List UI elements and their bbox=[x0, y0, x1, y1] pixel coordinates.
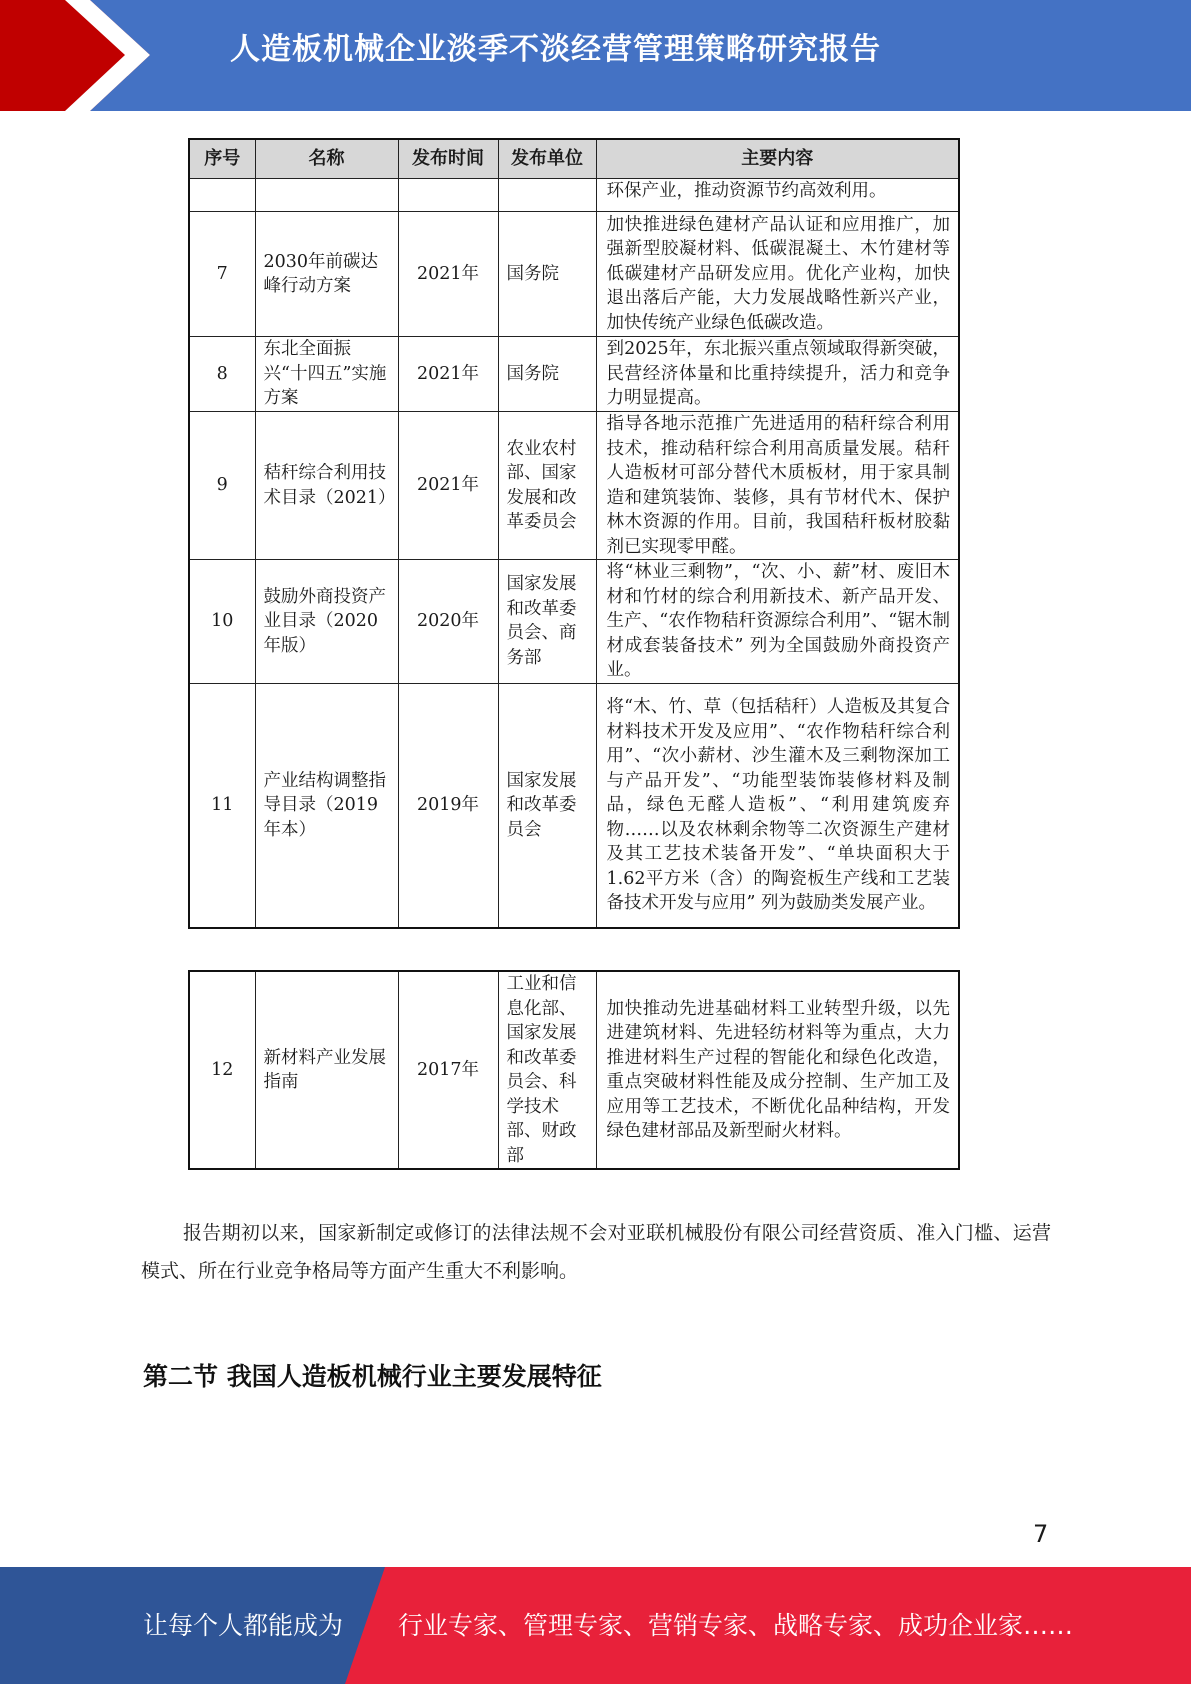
footer-slogan-left: 让每个人都能成为 bbox=[143, 1611, 344, 1640]
cell-name: 新材料产业发展指南 bbox=[255, 971, 398, 1169]
footer-slogan-right: 行业专家、管理专家、营销专家、战略专家、成功企业家…… bbox=[398, 1611, 1074, 1640]
cell-no: 12 bbox=[189, 971, 255, 1169]
header-title: 人造板机械企业淡季不淡经营管理策略研究报告 bbox=[230, 32, 881, 67]
column-header: 发布单位 bbox=[498, 139, 596, 179]
cell-content: 将“木、竹、草（包括秸秆）人造板及其复合材料技术开发及应用”、“农作物秸秆综合利用”、“次小薪材、沙生灌木及三剩物深加工与产品开发”、“功能型装饰装修材料及制品，绿色无醛人造板”、“利用建筑废弃物……以及农林剩余物等二次资源生产建材及其工艺技术装备开发”、“单块面积大于1.62平方米（含）的陶瓷板生产线和工艺装备技术开发与应用” 列为鼓励类发展产业。 bbox=[596, 683, 959, 928]
cell-no: 11 bbox=[189, 683, 255, 928]
cell-publisher bbox=[498, 179, 596, 212]
table-row bbox=[189, 212, 959, 337]
body-paragraph: 报告期初以来，国家新制定或修订的法律法规不会对亚联机械股份有限公司经营资质、准入门槛、运营模式、所在行业竞争格局等方面产生重大不利影响。 bbox=[141, 1222, 1051, 1282]
cell-content: 加快推动先进基础材料工业转型升级，以先进建筑材料、先进轻纺材料等为重点，大力推进材料生产过程的智能化和绿色化改造，重点突破材料性能及成分控制、生产加工及应用等工艺技术，不断优化品种结构，开发绿色建材部品及新型耐火材料。 bbox=[596, 971, 959, 1169]
page-footer bbox=[0, 1567, 1191, 1684]
table-row bbox=[189, 683, 959, 928]
section-title: 第二节 我国人造板机械行业主要发展特征 bbox=[143, 1362, 602, 1391]
cell-name: 东北全面振兴“十四五”实施方案 bbox=[255, 337, 398, 412]
cell-no: 8 bbox=[189, 337, 255, 412]
cell-publisher: 国务院 bbox=[498, 212, 596, 337]
cell-name: 鼓励外商投资产业目录（2020年版） bbox=[255, 560, 398, 684]
policy-table-continued bbox=[188, 970, 960, 1170]
cell-date: 2021年 bbox=[398, 412, 498, 560]
cell-publisher: 国务院 bbox=[498, 337, 596, 412]
table-row bbox=[189, 337, 959, 412]
table-row bbox=[189, 560, 959, 684]
cell-date: 2021年 bbox=[398, 337, 498, 412]
cell-name: 产业结构调整指导目录（2019年本） bbox=[255, 683, 398, 928]
cell-date: 2017年 bbox=[398, 971, 498, 1169]
cell-no: 9 bbox=[189, 412, 255, 560]
cell-name bbox=[255, 179, 398, 212]
cell-content: 到2025年，东北振兴重点领域取得新突破，民营经济体量和比重持续提升，活力和竞争力明显提高。 bbox=[596, 337, 959, 412]
table-row bbox=[189, 179, 959, 212]
cell-name: 秸秆综合利用技术目录（2021） bbox=[255, 412, 398, 560]
cell-no: 10 bbox=[189, 560, 255, 684]
cell-content: 指导各地示范推广先进适用的秸秆综合利用技术，推动秸秆综合利用高质量发展。秸秆人造板材可部分替代木质板材，用于家具制造和建筑装饰、装修，具有节材代木、保护林木资源的作用。目前，我国秸秆板材胶黏剂已实现零甲醛。 bbox=[596, 412, 959, 560]
page-header bbox=[0, 0, 1191, 111]
cell-date: 2020年 bbox=[398, 560, 498, 684]
column-header: 发布时间 bbox=[398, 139, 498, 179]
cell-name: 2030年前碳达峰行动方案 bbox=[255, 212, 398, 337]
cell-publisher: 工业和信息化部、国家发展和改革委员会、科学技术部、财政部 bbox=[498, 971, 596, 1169]
cell-content: 加快推进绿色建材产品认证和应用推广，加强新型胶凝材料、低碳混凝土、木竹建材等低碳建材产品研发应用。优化产业构，加快退出落后产能，大力发展战略性新兴产业，加快传统产业绿色低碳改造。 bbox=[596, 212, 959, 337]
cell-date: 2019年 bbox=[398, 683, 498, 928]
policy-table bbox=[188, 138, 960, 929]
cell-no bbox=[189, 179, 255, 212]
cell-publisher: 农业农村部、国家发展和改革委员会 bbox=[498, 412, 596, 560]
table-row bbox=[189, 971, 959, 1169]
cell-publisher: 国家发展和改革委员会、商务部 bbox=[498, 560, 596, 684]
table-header-row bbox=[189, 139, 959, 179]
cell-date: 2021年 bbox=[398, 212, 498, 337]
cell-content: 环保产业，推动资源节约高效利用。 bbox=[596, 179, 959, 212]
column-header: 名称 bbox=[255, 139, 398, 179]
page-number: 7 bbox=[1033, 1520, 1049, 1548]
cell-date bbox=[398, 179, 498, 212]
column-header: 主要内容 bbox=[596, 139, 959, 179]
table-row bbox=[189, 412, 959, 560]
cell-publisher: 国家发展和改革委员会 bbox=[498, 683, 596, 928]
cell-content: 将“林业三剩物”，“次、小、薪”材、废旧木材和竹材的综合利用新技术、新产品开发、生产、“农作物秸秆资源综合利用”、“锯木制材成套装备技术” 列为全国鼓励外商投资产业。 bbox=[596, 560, 959, 684]
column-header: 序号 bbox=[189, 139, 255, 179]
cell-no: 7 bbox=[189, 212, 255, 337]
